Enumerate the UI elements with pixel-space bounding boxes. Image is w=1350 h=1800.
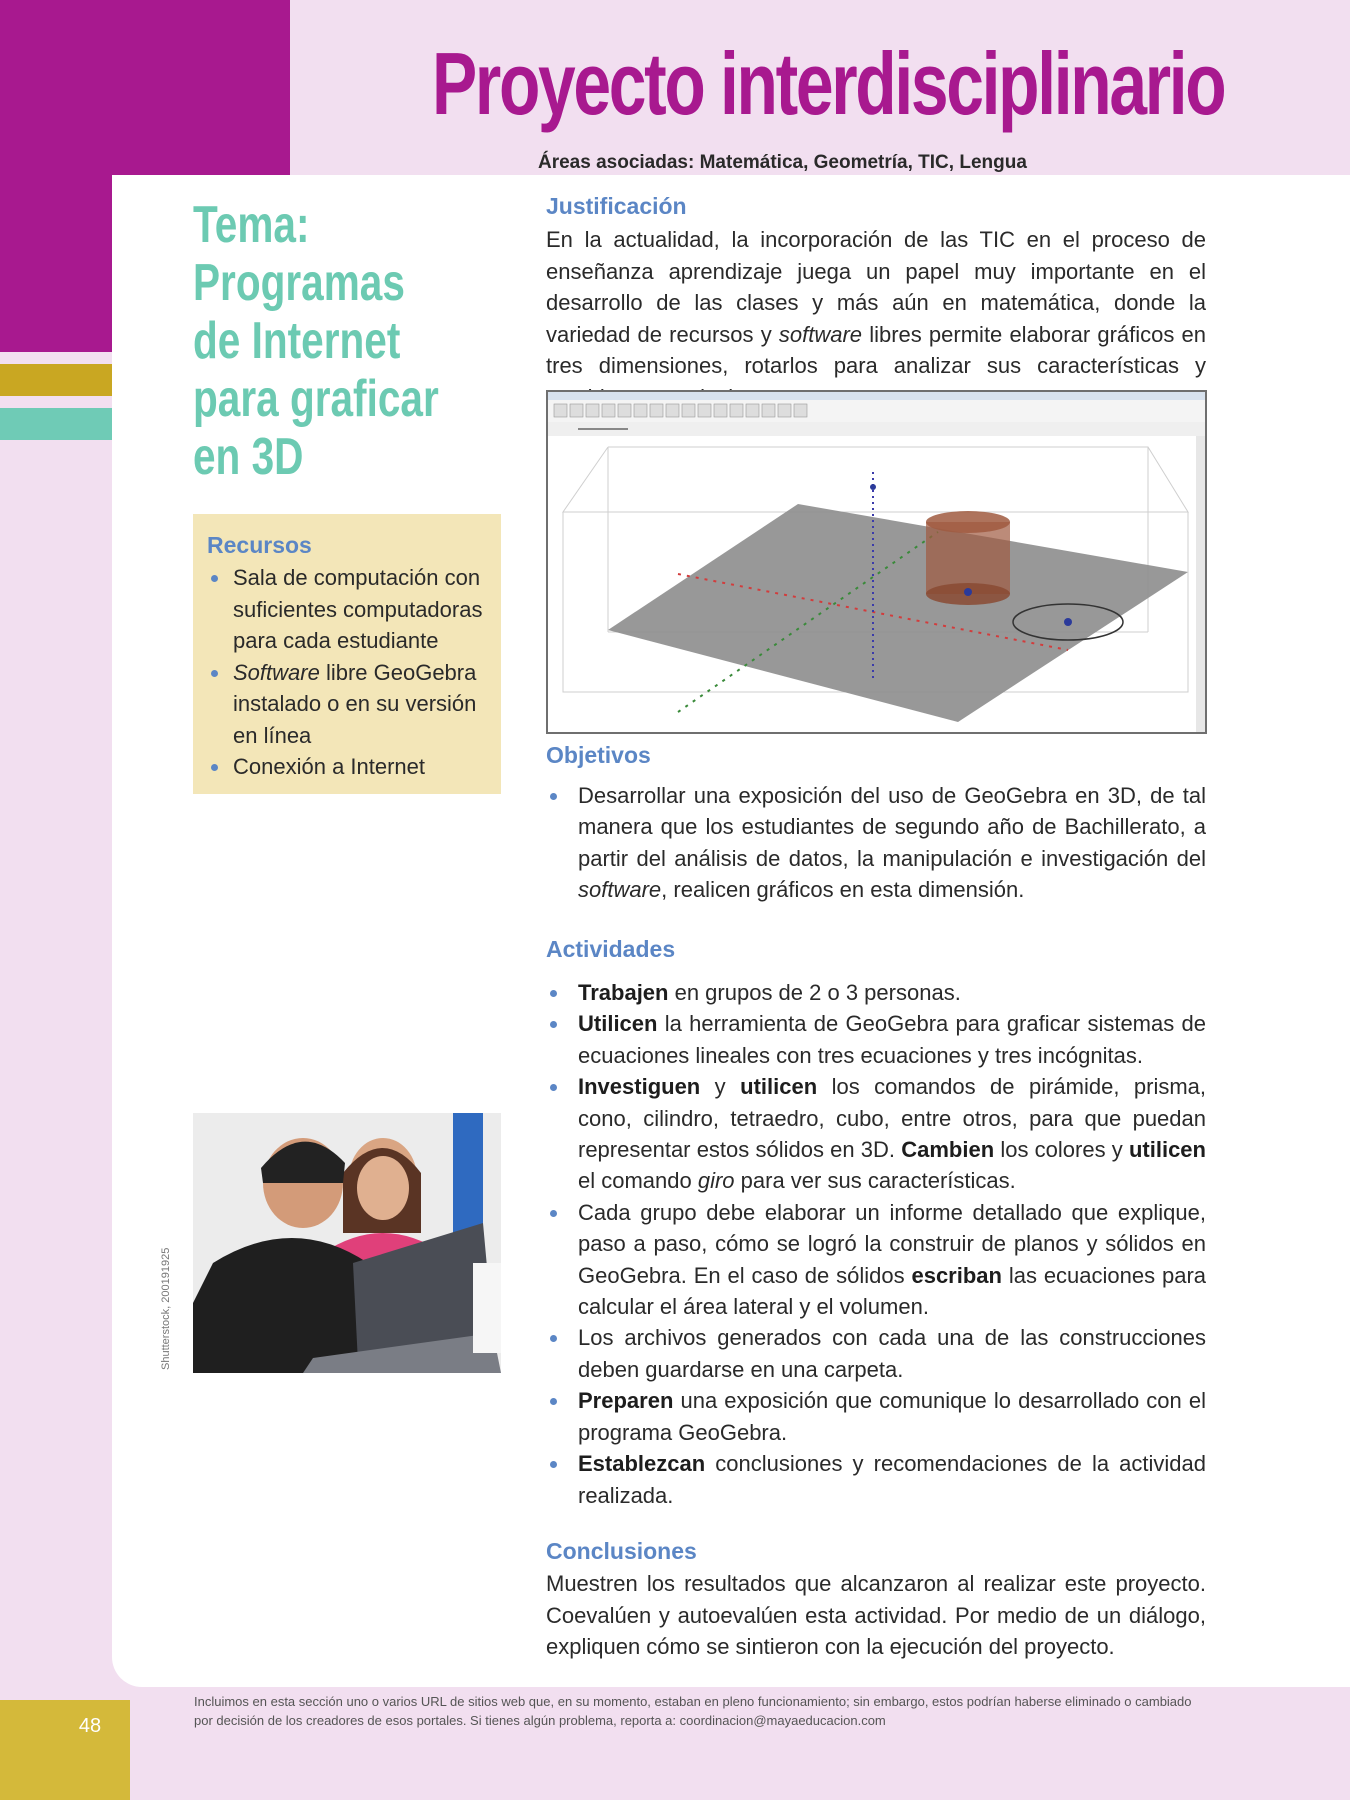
actividades-list [546,977,1206,1511]
students-photo-illustration [193,1113,501,1373]
bullet-icon [550,1461,557,1468]
justificacion-text-b: libres permite elaborar gráficos en tres dimensiones, rotarlos para analizar sus características y [546,321,1206,378]
objetivos-item-a: Desarrollar una exposición del uso de GeoGebra en 3D, de tal manera que los estudiantes de segundo año de Bachillerato, a partir del análisis de datos, la manipulación e investigación del [578,783,1206,871]
objetivos-heading: Objetivos [546,742,651,768]
bullet-icon [550,1084,557,1091]
bullet-icon [550,990,557,997]
topic-title: Tema: Programas de Internet para graficar en 3D [193,196,439,486]
act-3-text-3: los colores y [994,1137,1129,1163]
geogebra-3d-view [548,392,1205,732]
list-item [546,977,1206,1008]
list-item [546,1008,1206,1071]
act-3-bold-3: Cambien [901,1137,995,1163]
act-3-em: giro [697,1168,735,1194]
objetivos-list [546,780,1206,906]
justificacion-heading: Justificación [546,193,687,219]
list-item [207,562,497,657]
conclusiones-heading: Conclusiones [546,1538,697,1564]
conclusiones-text: Muestren los resultados que alcanzaron al realizar este proyecto. Coevalúen y autoevalúen esta actividad. Por medio de un diálogo, expliquen cómo se sintieron con la ejecución del proyecto. [546,1571,1206,1659]
bullet-icon [550,793,557,800]
photo-credit: Shutterstock, 200191925 [160,1247,172,1370]
act-3-bold-4: utilicen [1128,1137,1206,1163]
bullet-icon [550,1021,557,1028]
teal-stripe [0,408,112,440]
bullet-icon [211,670,218,677]
associated-areas: Áreas asociadas: Matemática, Geometría, TIC, Lengua [538,152,1027,173]
act-3-bold-1: Investiguen [578,1074,701,1100]
act-5-text: Los archivos generados con cada una de las construcciones deben guardarse en una carpeta. [578,1325,1206,1382]
recursos-heading: Recursos [207,532,312,558]
list-item [207,751,497,783]
list-item [546,1071,1206,1197]
list-item [546,1197,1206,1323]
page-title: Proyecto interdisciplinario [432,34,1225,133]
act-3-text-1: y [700,1074,741,1100]
act-4-text-1: Cada grupo debe elaborar un informe detallado que explique, paso a paso, cómo se logró la construir de planos y sólidos en GeoGebra. En el caso de sólidos [578,1199,1206,1288]
bullet-icon [211,575,218,582]
act-4-bold: escriban [911,1262,1002,1288]
list-item [546,1385,1206,1448]
act-3-text-4: el comando [578,1168,698,1194]
students-photo [193,1113,501,1373]
act-6-bold: Preparen [578,1388,674,1414]
justificacion-text-em: software [778,321,863,347]
act-3-text-2: los comandos de pirámide, prisma, cono, cilindro, tetraedro, cubo, entre otros, para que puedan representar estos sólidos en 3D. [578,1074,1206,1163]
bullet-icon [550,1210,557,1217]
act-4-text-2: las ecuaciones para calcular el área lateral y el volumen. [578,1262,1207,1320]
act-7-text: conclusiones y recomendaciones de la actividad realizada. [578,1451,1206,1508]
objetivos-item-b: , realicen gráficos en esta dimensión. [661,877,1025,903]
page-number: 48 [78,1715,102,1737]
act-2-bold: Utilicen [578,1011,658,1037]
act-3-text-5: para ver sus características. [734,1168,1016,1194]
act-6-text: una exposición que comunique lo desarrollado con el programa GeoGebra. [578,1388,1206,1445]
justificacion-text [546,224,1206,413]
bullet-icon [550,1335,557,1342]
list-item [546,1322,1206,1385]
recursos-item-3: Conexión a Internet [233,754,426,779]
recursos-item-1: Sala de computación con suficientes computadoras para cada estudiante [233,565,483,653]
list-item [546,1448,1206,1511]
objetivos-item-em: software [578,877,662,903]
footer-note: Incluimos en esta sección uno o varios URL de sitios web que, en su momento, estaban en pleno funcionamiento; sin embargo, estos podrían haberse eliminado o cambiado por decisión de los creadores de esos portales. Si tienes algún problema, reporta a: coordinacion@mayaeducacion.com [194,1694,1192,1728]
act-1-text: en grupos de 2 o 3 personas. [668,980,961,1005]
recursos-item-2-em: Software [233,659,320,685]
geogebra-screenshot [546,390,1207,734]
justificacion-text-a: En la actualidad, la incorporación de las TIC en el proceso de enseñanza aprendizaje juega un papel muy importante en el desarrollo de las clases y más aún en matemática, donde la variedad de recursos y [546,227,1206,347]
recursos-list [207,562,497,783]
actividades-heading: Actividades [546,936,676,962]
act-3-bold-2: utilicen [740,1074,818,1100]
list-item [546,780,1206,906]
list-item [207,657,497,752]
recursos-box [193,514,501,794]
bullet-icon [211,764,218,771]
bullet-icon [550,1398,557,1405]
act-7-bold: Establezcan [578,1451,706,1477]
gold-stripe [0,364,112,396]
recursos-item-2: libre GeoGebra instalado o en su versión en línea [233,659,477,748]
act-1-bold: Trabajen [578,980,669,1005]
act-2-text: la herramienta de GeoGebra para graficar sistemas de ecuaciones lineales con tres ecuaciones y tres incógnitas. [578,1011,1206,1068]
